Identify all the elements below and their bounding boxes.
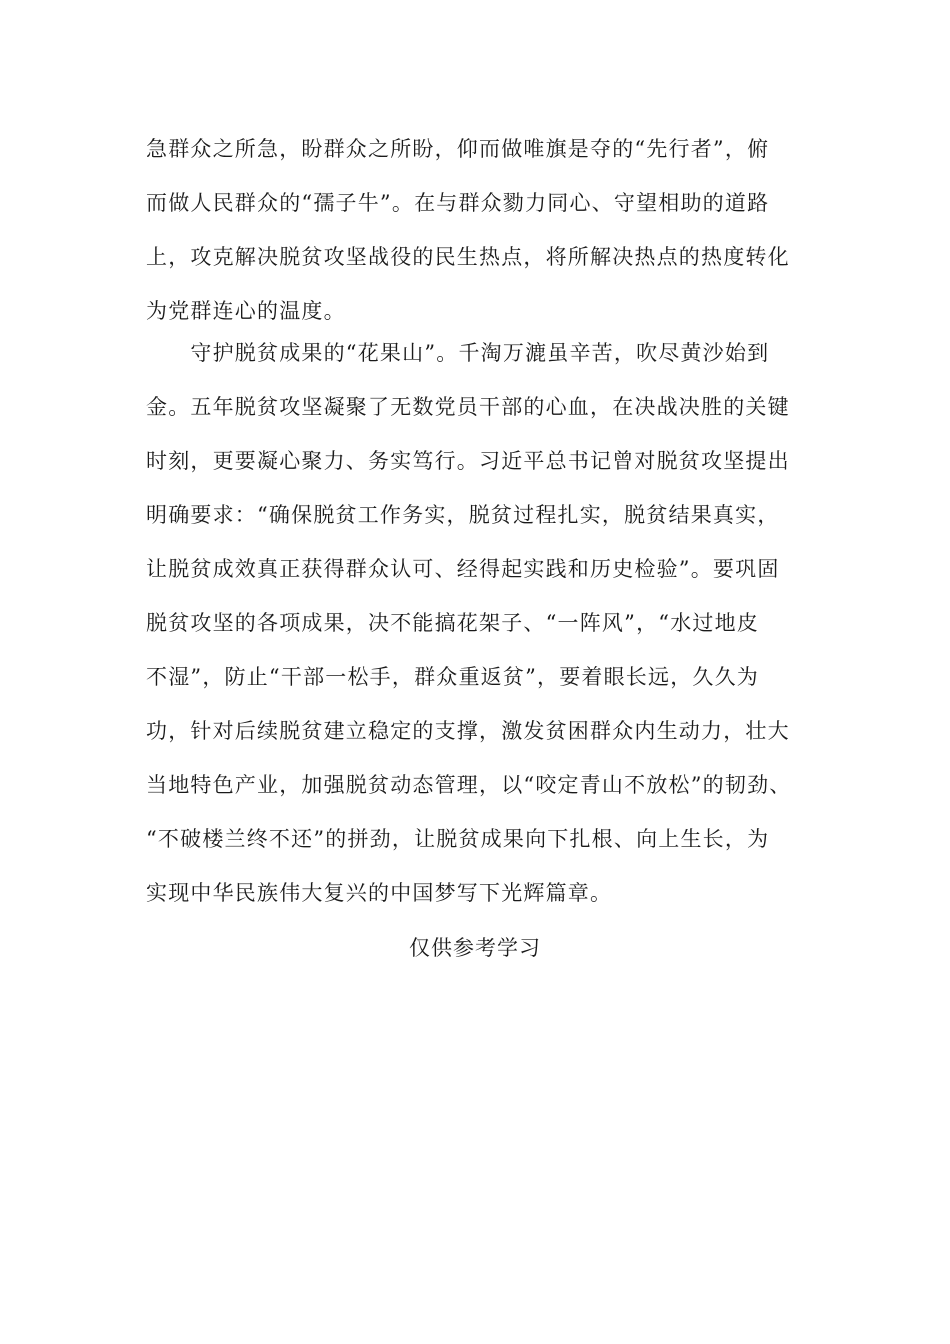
text-line: 为党群连心的温度。	[146, 299, 346, 323]
paragraph-1	[146, 122, 826, 338]
text-line: 上，攻克解决脱贫攻坚战役的民生热点，将所解决热点的热度转化	[146, 245, 790, 269]
text-line: 脱贫攻坚的各项成果，决不能搞花架子、“一阵风”，“水过地皮	[146, 611, 760, 635]
text-line: 而做人民群众的“孺子牛”。在与群众勠力同心、守望相助的道路	[146, 191, 770, 215]
text-line: 不湿”，防止“干部一松手，群众重返贫”，要着眼长远，久久为	[146, 665, 760, 689]
text-line: “不破楼兰终不还”的拼劲，让脱贫成果向下扎根、向上生长，为	[146, 827, 770, 851]
text-line: 功，针对后续脱贫建立稳定的支撑，激发贫困群众内生动力，壮大	[146, 719, 790, 743]
text-line: 实现中华民族伟大复兴的中国梦写下光辉篇章。	[146, 881, 613, 905]
paragraph-2	[146, 326, 826, 920]
footer-note: 仅供参考学习	[409, 936, 541, 960]
text-line: 守护脱贫成果的“花果山”。千淘万漉虽辛苦，吹尽黄沙始到	[146, 341, 770, 365]
text-line: 明确要求：“确保脱贫工作务实，脱贫过程扎实，脱贫结果真实，	[146, 503, 780, 527]
text-line: 急群众之所急，盼群众之所盼，仰而做唯旗是夺的“先行者”，俯	[146, 137, 770, 161]
text-line: 让脱贫成效真正获得群众认可、经得起实践和历史检验”。要巩固	[146, 557, 780, 581]
text-line: 当地特色产业，加强脱贫动态管理，以“咬定青山不放松”的韧劲、	[146, 773, 792, 797]
text-line: 金。五年脱贫攻坚凝聚了无数党员干部的心血，在决战决胜的关键	[146, 395, 790, 419]
text-line: 时刻，更要凝心聚力、务实笃行。习近平总书记曾对脱贫攻坚提出	[146, 449, 790, 473]
